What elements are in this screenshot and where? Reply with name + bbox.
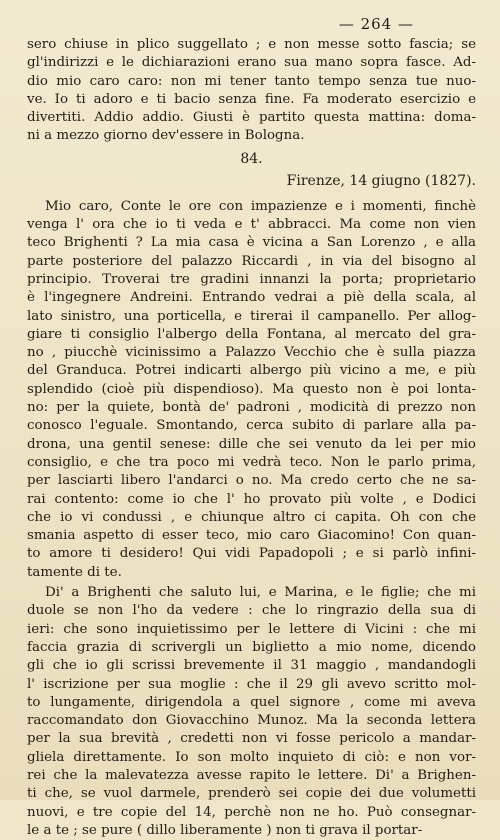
text-line: smania aspetto di esser teco, mio caro Giacomino! Con quan-: [27, 528, 476, 544]
text-line: lato sinistro, una porticella, e tirerai il campanello. Per allog-: [27, 308, 476, 324]
text-line: le a te ; se pure ( dillo liberamente ) non ti grava il portar-: [27, 822, 423, 838]
text-line: ve. Io ti adoro e ti bacio senza fine. Fa moderato esercizio e: [27, 91, 476, 107]
text-line: sero chiuse in plico suggellato ; e non messe sotto fascia; se: [27, 37, 476, 52]
text-line: gl'indirizzi e le dichiarazioni erano sua mano sopra fasce. Ad-: [27, 55, 476, 71]
text-line: rai contento: come io che l' ho provato più volte , e Dodici: [27, 491, 476, 507]
text-line: to lungamente, dirigendola a quel signore , come mi aveva: [27, 694, 476, 710]
text-line: drona, una gentil senese: dille che sei venuto da lei per mio: [27, 436, 476, 452]
text-line: dio mio caro caro: non mi tener tanto tempo senza tue nuo-: [27, 73, 476, 89]
text-line: giare ti consiglio l'albergo della Fontana, al mercato del gra-: [27, 326, 476, 342]
text-line: tamente di te.: [27, 564, 122, 580]
text-line: ni a mezzo giorno dev'essere in Bologna.: [27, 128, 305, 144]
text-line: l' iscrizione per sua moglie : che il 29 gli avevo scritto mol-: [27, 676, 476, 692]
text-line: per la sua brevità , credetti non vi fosse pericolo a mandar-: [27, 731, 476, 747]
text-line: divertiti. Addio addio. Giusti è partito questa mattina: doma-: [27, 110, 476, 126]
text-line: del Granduca. Potrei indicarti albergo più vicino a me, e più: [27, 363, 476, 379]
text-line: conosco l'eguale. Smontando, cerca subito di parlare alla pa-: [27, 418, 476, 434]
text-line: consiglio, e che tra poco mi vedrà teco. Non le parlo prima,: [27, 454, 476, 470]
continuation-paragraph: [27, 36, 476, 146]
text-line: teco Brighenti ? La mia casa è vicina a San Lorenzo , e alla: [27, 235, 476, 251]
text-line: duole se non l'ho da vedere : che lo ringrazio della sua di: [27, 603, 476, 619]
text-line: che io vi condussi , e chiunque altro ci capita. Oh con che: [27, 509, 476, 525]
letter-paragraph-2: [27, 584, 476, 840]
text-line: Mio caro, Conte le ore con impazienze e i momenti, finchè: [45, 198, 476, 214]
text-line: to amore ti desidero! Qui vidi Papadopoli ; e si parlò infini-: [27, 546, 476, 562]
text-line: splendido (cioè più dispendioso). Ma questo non è poi lonta-: [27, 381, 476, 397]
text-line: faccia grazia di scrivergli un biglietto a mio nome, dicendo: [27, 639, 476, 655]
text-line: raccomandato don Giovacchino Munoz. Ma la seconda lettera: [27, 713, 476, 729]
text-line: gli che io gli scrissi brevemente il 31 maggio , mandandogli: [27, 658, 476, 674]
letter-number: 84.: [240, 150, 263, 167]
text-line: Di' a Brighenti che saluto lui, e Marina, e le figlie; che mi: [45, 585, 476, 601]
letter-paragraph-1: [27, 198, 476, 582]
text-line: no , piucchè vicinissimo a Palazzo Vecchio che è sulla piazza: [27, 345, 476, 361]
letter-dateline: Firenze, 14 giugno (1827).: [286, 172, 476, 189]
text-line: rei che la malevatezza avesse rapito le lettere. Di' a Brighen-: [27, 767, 476, 783]
text-line: no: per la quiete, bontà de' padroni , modicità di prezzo non: [27, 400, 476, 416]
text-line: gliela direttamente. Io son molto inquieto di ciò: e non vor-: [27, 749, 476, 765]
text-line: ieri: che sono inquietissimo per le lettere di Vicini : che mi: [27, 621, 476, 637]
text-line: per lasciarti libero l'andarci o no. Ma credo certo che ne sa-: [27, 473, 476, 489]
page-number: — 264 —: [338, 15, 414, 33]
text-line: parte posteriore del palazzo Riccardi , in via del bisogno al: [27, 253, 476, 269]
text-line: venga l' ora che io ti veda e t' abbracci. Ma come non vien: [27, 217, 476, 233]
text-line: principio. Troverai tre gradini innanzi la porta; proprietario: [27, 271, 476, 287]
text-line: nuovi, e tre copie del 14, perchè non ne ho. Può consegnar-: [27, 804, 476, 820]
text-line: ti che, se vuol darmele, prenderò sei copie dei due volumetti: [27, 786, 476, 802]
text-line: è l'ingegnere Andreini. Entrando vedrai a piè della scala, al: [27, 290, 476, 306]
